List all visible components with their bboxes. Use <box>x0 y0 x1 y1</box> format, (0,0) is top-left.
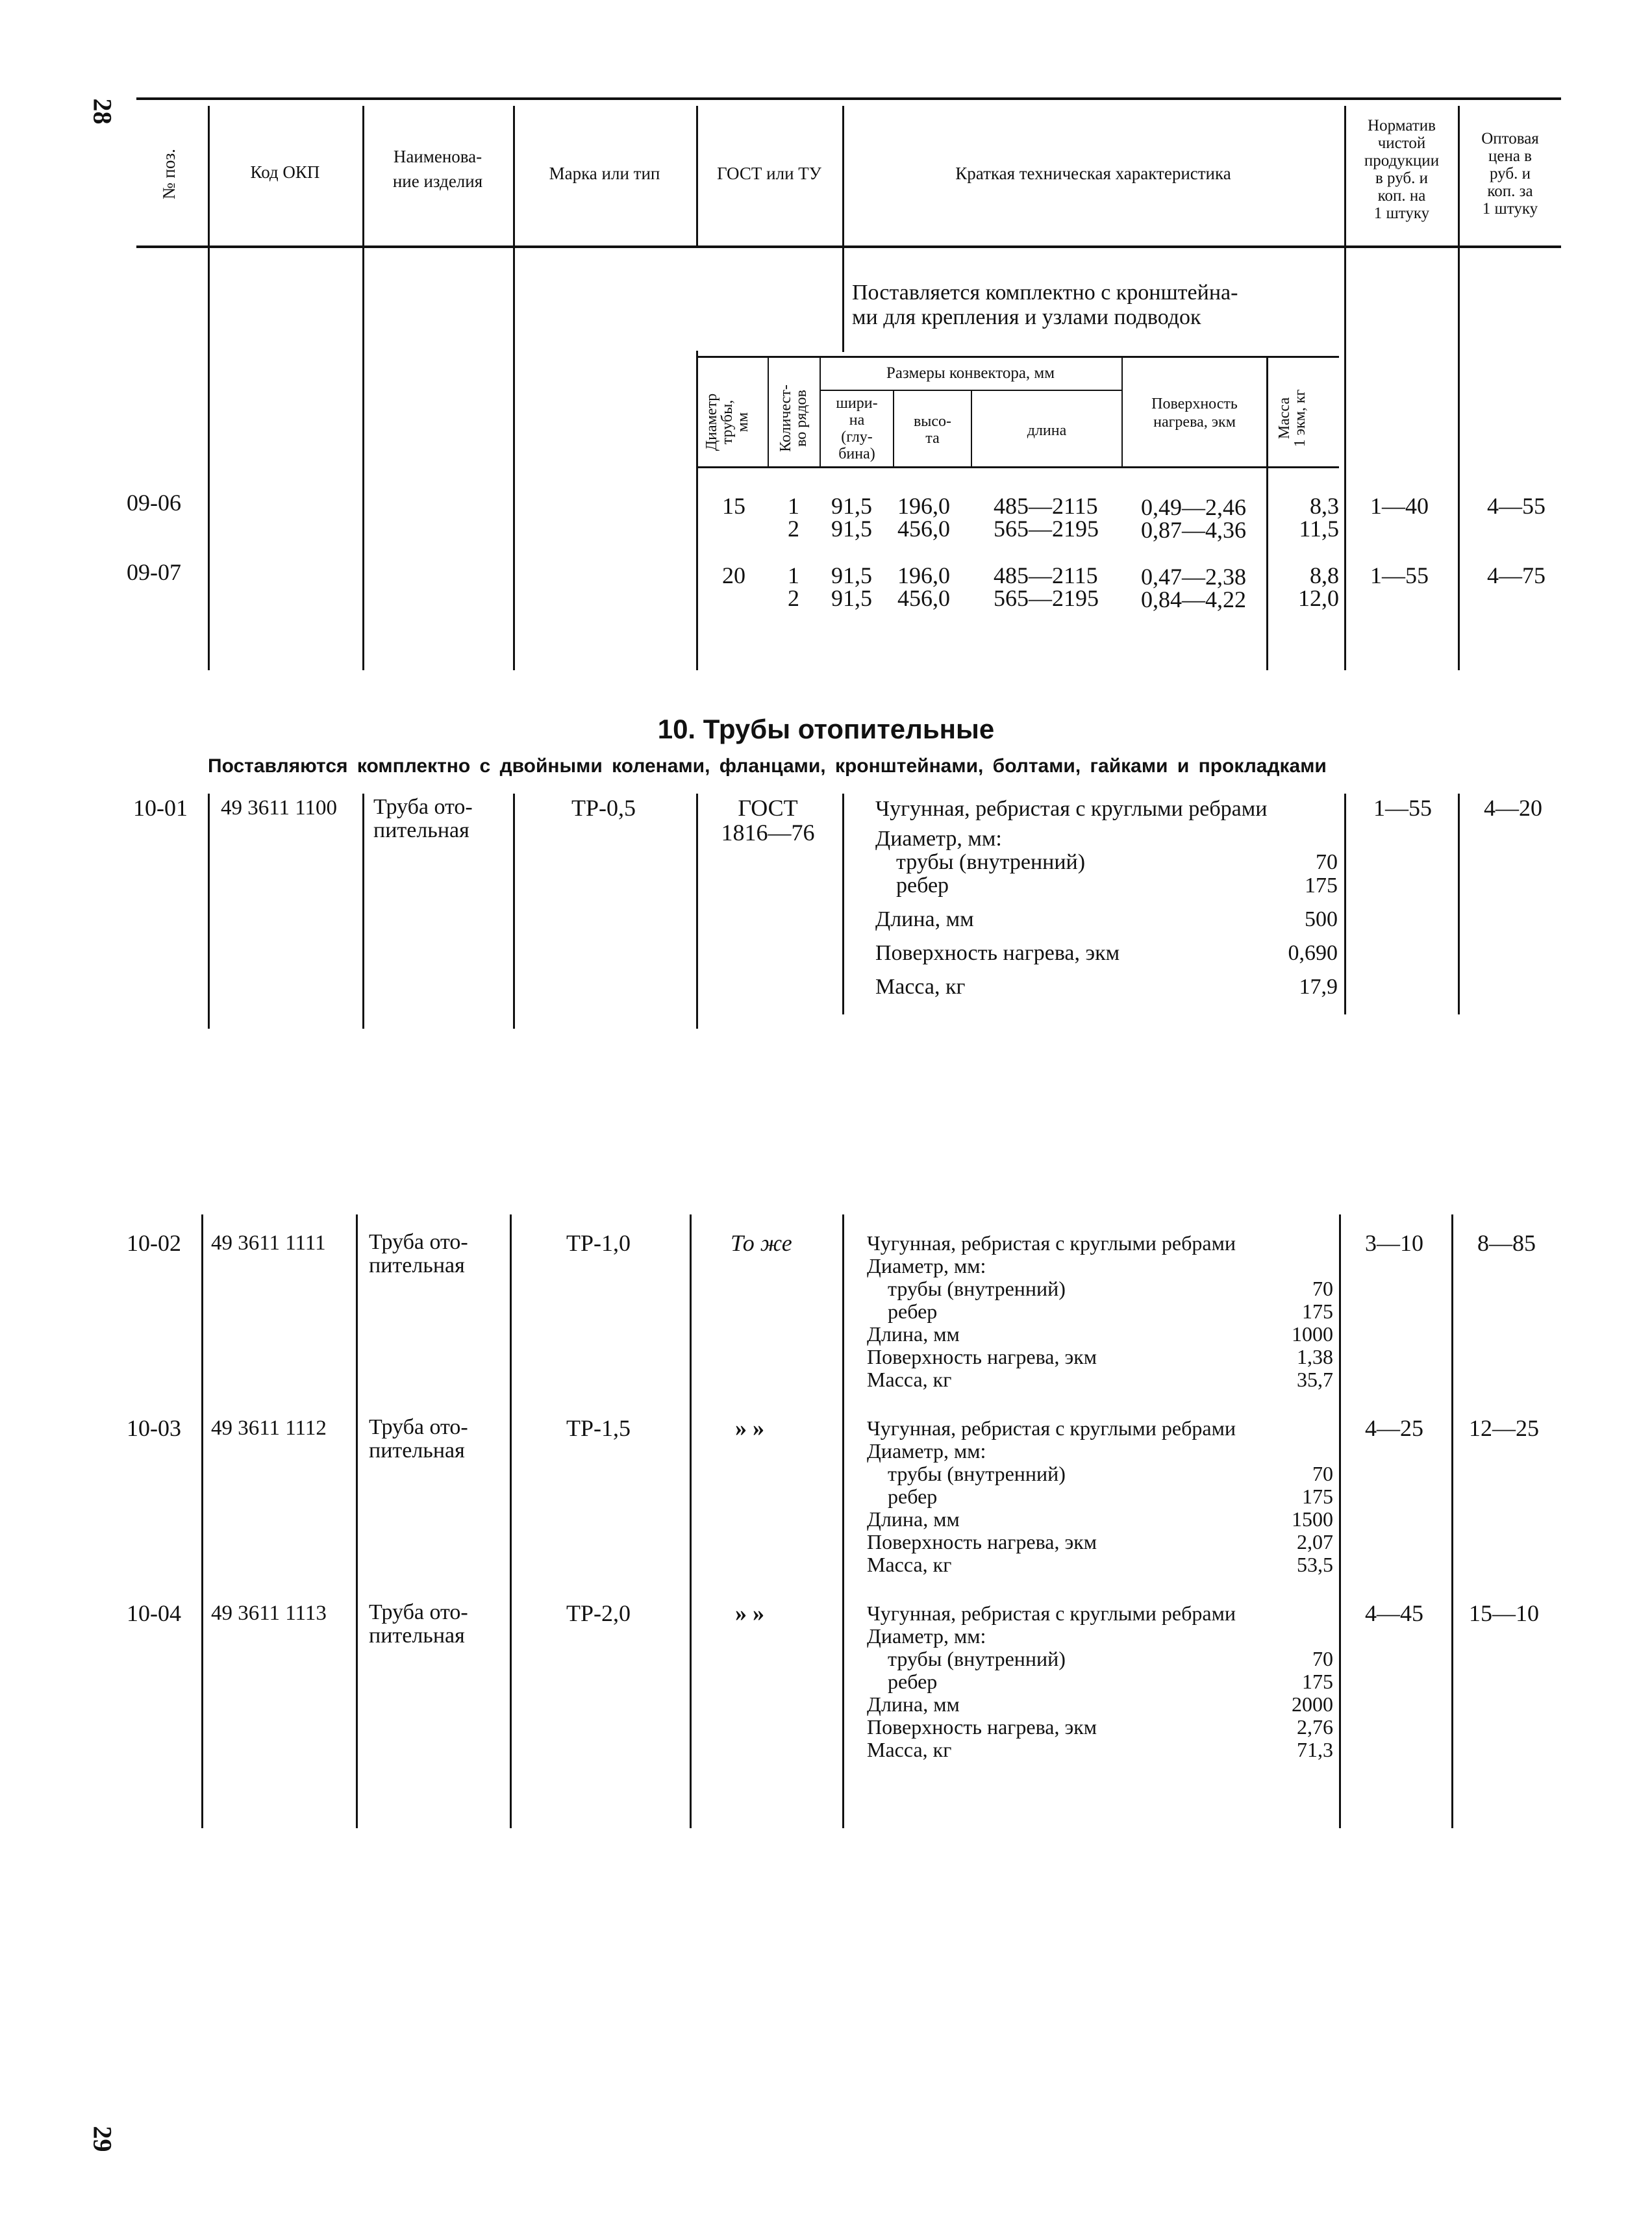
mark: ТР-1,0 <box>566 1230 631 1256</box>
width: 91,5 <box>831 493 872 519</box>
header-pos: № поз. <box>159 149 179 199</box>
convector-note: Поставляется комплектно с кронштейна- ми для крепления и узлами подводок <box>852 281 1238 329</box>
header-norm: Норматив чистой продукции в руб. и коп. на 1 штуку <box>1364 117 1440 222</box>
gost: » » <box>735 1415 764 1441</box>
width: 91,5 <box>831 516 872 542</box>
okp-code: 49 3611 1113 <box>211 1602 327 1625</box>
price: 4—55 <box>1487 493 1546 519</box>
mark: ТР-0,5 <box>571 795 636 821</box>
norm: 4—25 <box>1365 1415 1423 1441</box>
header-okp: Код ОКП <box>250 162 320 182</box>
subheader-surface: Поверхность нагрева, экм <box>1151 396 1238 431</box>
header-tech: Краткая техническая характеристика <box>955 164 1231 183</box>
mass: 8,3 <box>1310 493 1339 519</box>
subheader-sizes: Размеры конвектора, мм <box>886 364 1055 382</box>
price: 15—10 <box>1469 1600 1539 1626</box>
surface: 0,84—4,22 <box>1141 586 1246 612</box>
price: 4—75 <box>1487 562 1546 588</box>
norm: 4—45 <box>1365 1600 1423 1626</box>
product-name: Труба ото- пительная <box>369 1600 468 1648</box>
section-subtitle: Поставляются комплектно с двойными коленами, фланцами, кронштейнами, болтами, гайками и прокладками <box>208 755 1327 777</box>
section-title: 10. Трубы отопительные <box>657 714 995 744</box>
norm: 3—10 <box>1365 1230 1423 1256</box>
product-name: Труба ото- пительная <box>373 795 473 842</box>
subheader-width: шири- на (глу- бина) <box>836 395 878 462</box>
price: 4—20 <box>1484 795 1542 821</box>
norm: 1—40 <box>1370 493 1429 519</box>
tech-spec: Чугунная, ребристая с круглыми ребрами Диаметр, мм: трубы (внутренний) 70 ребер 175 Длина, мм 2000 Поверхность нагрева, экм 2,76 Масса, кг 71,3 <box>867 1602 1333 1761</box>
mass: 8,8 <box>1310 562 1339 588</box>
length: 485—2115 <box>994 562 1098 588</box>
okp-code: 49 3611 1111 <box>211 1231 326 1255</box>
page-number-top: 28 <box>88 98 118 125</box>
gost: » » <box>735 1600 764 1626</box>
diameter: 20 <box>722 562 745 588</box>
tech-spec: Чугунная, ребристая с круглыми ребрами Диаметр, мм: трубы (внутренний) 70 ребер 175 Длина, мм 1000 Поверхность нагрева, экм 1,38 Масса, кг 35,7 <box>867 1231 1333 1391</box>
mark: ТР-1,5 <box>566 1415 631 1441</box>
pos: 09-07 <box>127 559 181 585</box>
rows: 1 <box>788 562 799 588</box>
gost: То же <box>731 1230 792 1256</box>
diameter: 15 <box>722 493 745 519</box>
width: 91,5 <box>831 562 872 588</box>
rows: 2 <box>788 516 799 542</box>
mass: 12,0 <box>1298 585 1339 611</box>
pos: 10-04 <box>127 1600 181 1626</box>
header-name: Наименова- ние изделия <box>392 147 483 191</box>
tech-spec: Чугунная, ребристая с круглыми ребрами Диаметр, мм: трубы (внутренний) 70 ребер 175 Длина, мм 1500 Поверхность нагрева, экм 2,07 Масса, кг 53,5 <box>867 1416 1333 1576</box>
page-number-bottom: 29 <box>88 2126 118 2152</box>
product-name: Труба ото- пительная <box>369 1230 468 1277</box>
length: 485—2115 <box>994 493 1098 519</box>
width: 91,5 <box>831 585 872 611</box>
length: 565—2195 <box>994 585 1099 611</box>
height: 196,0 <box>897 493 950 519</box>
header-price: Оптовая цена в руб. и коп. за 1 штуку <box>1481 130 1539 218</box>
tech-spec: Чугунная, ребристая с круглыми ребрами Диаметр, мм: трубы (внутренний) 70 ребер 175 Длина, мм 500 Поверхность нагрева, экм 0,690 Масса, кг 17,9 <box>875 797 1338 999</box>
rows: 2 <box>788 585 799 611</box>
header-gost: ГОСТ или ТУ <box>717 164 821 183</box>
surface: 0,87—4,36 <box>1141 517 1246 543</box>
mark: ТР-2,0 <box>566 1600 631 1626</box>
subheader-height: высо- та <box>913 413 952 447</box>
norm: 1—55 <box>1373 795 1432 821</box>
price: 8—85 <box>1477 1230 1536 1256</box>
okp-code: 49 3611 1112 <box>211 1416 327 1440</box>
pos: 10-03 <box>127 1415 181 1441</box>
pos: 10-02 <box>127 1230 181 1256</box>
subheader-length: длина <box>1027 422 1067 439</box>
surface: 0,47—2,38 <box>1141 564 1246 590</box>
subheader-rows: Количест- во рядов <box>777 384 810 452</box>
product-name: Труба ото- пительная <box>369 1415 468 1463</box>
rows: 1 <box>788 493 799 519</box>
pos: 09-06 <box>127 490 181 516</box>
okp-code: 49 3611 1100 <box>221 796 338 820</box>
mass: 11,5 <box>1299 516 1339 542</box>
surface: 0,49—2,46 <box>1141 494 1246 520</box>
subheader-diam: Диаметр трубы, мм <box>703 393 751 451</box>
pos: 10-01 <box>133 795 188 821</box>
height: 196,0 <box>897 562 950 588</box>
header-mark: Марка или тип <box>549 164 660 183</box>
height: 456,0 <box>897 516 950 542</box>
norm: 1—55 <box>1370 562 1429 588</box>
gost: ГОСТ 1816—76 <box>721 795 815 846</box>
price: 12—25 <box>1469 1415 1539 1441</box>
length: 565—2195 <box>994 516 1099 542</box>
height: 456,0 <box>897 585 950 611</box>
subheader-mass: Масса 1 экм, кг <box>1276 389 1308 447</box>
